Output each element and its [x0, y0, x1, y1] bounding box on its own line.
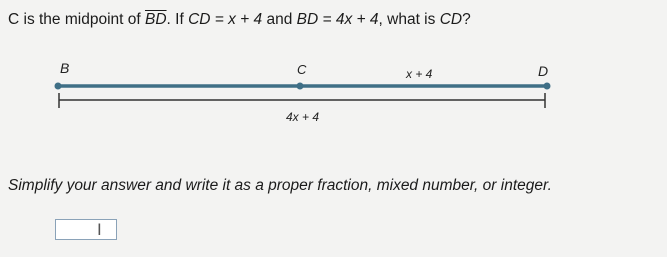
text-cursor-icon: I — [97, 220, 102, 239]
question-mid-3: , what is — [378, 11, 440, 28]
point-b-label: B — [60, 60, 70, 76]
point-d-label: D — [538, 63, 549, 79]
bd-expression: BD = 4x + 4 — [296, 11, 379, 28]
segment-bd-label: $\overline{BD}$ — [144, 11, 167, 28]
question-mid-2: and — [262, 11, 297, 28]
instructions-text: Simplify your answer and write it as a proper fraction, mixed number, or integer. — [8, 177, 552, 194]
target-segment: CD — [439, 11, 463, 28]
point-b — [55, 83, 62, 90]
point-c-label: C — [297, 62, 307, 77]
point-c — [297, 83, 304, 90]
answer-input[interactable] — [55, 219, 117, 240]
cd-length-label: x + 4 — [406, 67, 433, 81]
question-lead: C is the midpoint of — [8, 11, 145, 28]
bd-length-label: 4x + 4 — [286, 110, 320, 124]
question-mid-1: . If — [166, 11, 189, 28]
cd-expression: CD = x + 4 — [188, 11, 263, 28]
question-end: ? — [462, 11, 471, 28]
point-d — [544, 83, 551, 90]
